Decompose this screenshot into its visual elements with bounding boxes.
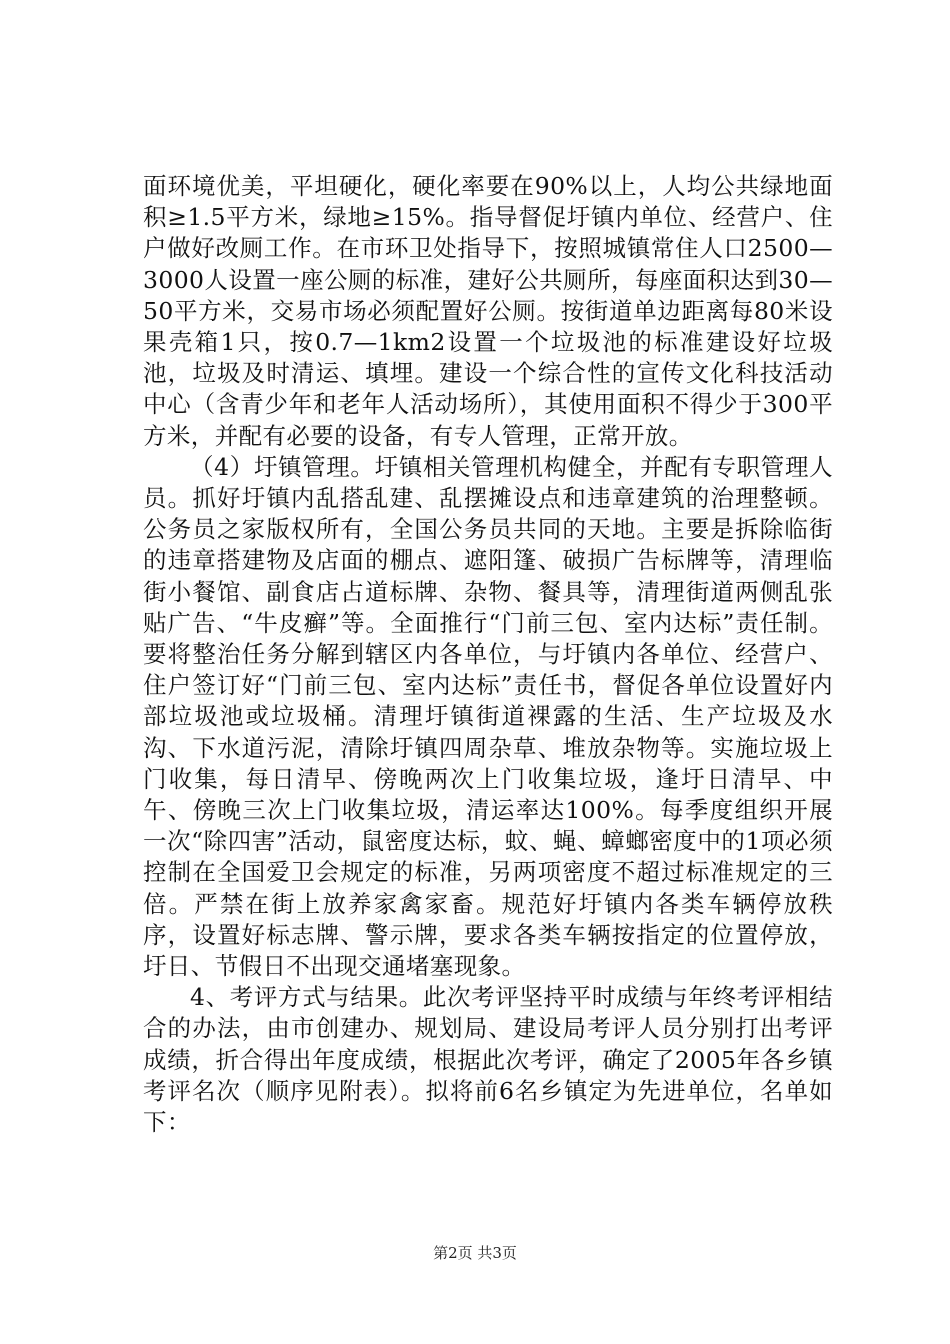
- page-footer: 第2页 共3页: [433, 1244, 517, 1262]
- paragraph-town-management: （4）圩镇管理。圩镇相关管理机构健全，并配有专职管理人员。抓好圩镇内乱搭乱建、乱摆摊设点和违章建筑的治理整顿。公务员之家版权所有，全国公务员共同的天地。主要是拆除临街的违章搭建物及店面的棚点、遮阳篷、破损广告标牌等，清理临街小餐馆、副食店占道标牌、杂物、餐具等，清理街道两侧乱张贴广告、“牛皮癣”等。全面推行“门前三包、室内达标”责任制。要将整治任务分解到辖区内各单位，与圩镇内各单位、经营户、住户签订好“门前三包、室内达标”责任书，督促各单位设置好内部垃圾池或垃圾桶。清理圩镇街道裸露的生活、生产垃圾及水沟、下水道污泥，清除圩镇四周杂草、堆放杂物等。实施垃圾上门收集，每日清早、傍晚两次上门收集垃圾，逢圩日清早、中午、傍晚三次上门收集垃圾，清运率达100%。每季度组织开展一次“除四害”活动，鼠密度达标，蚊、蝇、蟑螂密度中的1项必须控制在全国爱卫会规定的标准，另两项密度不超过标准规定的三倍。严禁在街上放养家禽家畜。规范好圩镇内各类车辆停放秩序，设置好标志牌、警示牌，要求各类车辆按指定的位置停放，圩日、节假日不出现交通堵塞现象。: [143, 452, 833, 981]
- paragraph-evaluation-results: 4、考评方式与结果。此次考评坚持平时成绩与年终考评相结合的办法，由市创建办、规划局、建设局考评人员分别打出考评成绩，折合得出年度成绩，根据此次考评，确定了2005年各乡镇考评名次（顺序见附表）。拟将前6名乡镇定为先进单位，名单如下：: [143, 983, 833, 1137]
- document-body: [143, 171, 833, 1138]
- paragraph-continuation: 面环境优美，平坦硬化，硬化率要在90%以上，人均公共绿地面积≥1.5平方米，绿地≥15%。指导督促圩镇内单位、经营户、住户做好改厕工作。在市环卫处指导下，按照城镇常住人口2500—3000人设置一座公厕的标准，建好公共厕所，每座面积达到30—50平方米，交易市场必须配置好公厕。按街道单边距离每80米设果壳箱1只，按0.7—1km2设置一个垃圾池的标准建设好垃圾池，垃圾及时清运、填埋。建设一个综合性的宣传文化科技活动中心（含青少年和老年人活动场所），其使用面积不得少于300平方米，并配有必要的设备，有专人管理，正常开放。: [143, 172, 833, 450]
